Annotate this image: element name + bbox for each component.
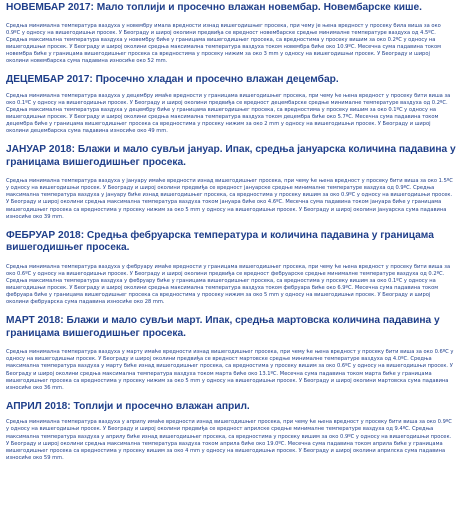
section-november-2017 [4,2,464,65]
section-april-2018 [4,401,464,462]
section-title: ЈАНУАР 2018: Блажи и мало сувљи јануар. Ипак, средња јануарска количина падавина у границама вишегодишњег просека. [6,144,456,168]
section-body: Средња минимална температура ваздуха у марту имаће вредности изнад вишегодишњег просека, при чему ће њена вредност у просеку бити виша за око 0.6ºC у односу на вишегодишњи просек. У Београду и широј околини предвиђа се вредност мартовске средње минималне температуре ваздуха од 4.0ºC. Средња максимална температура ваздуха у марту биће изнад вишегодишњег просека, са вредностима у просеку вишим за око 0.6ºC у односу на вишегодишњи просек. У Београду и широј околини средња максимална температура ваздуха током марта биће око 13.1ºC. Месечна сума падавина током марта биће у границама вишегодишњег просека са вредностима у просеку нижим за око 5 mm у односу на вишегодишњи просек. У Београду и широј околини мартовска сума падавина износиће око 36 mm. [6,349,454,391]
section-body: Средња минимална температура ваздуха у фебруару имаће вредности у границама вишегодишњег просека, при чему ће њена вредност у просеку бити виша за око 0.6ºC у односу на вишегодишњи просек. У Београду и широј околини предвиђа се вредност фебруарске средње минималне температуре ваздуха од 0.2ºC. Средња максимална температура ваздуха у фебруару биће у границама вишегодишњег просека, са вредностима у просеку вишим за око 0.1ºC у односу на вишегодишњи просек. У Београду и широј околини средња максимална температура ваздуха током фебруара биће око 6.9ºC. Месечна сума падавина током фебруара биће у границама вишегодишњег просека са вредностима у просеку нижим за око 5 mm у односу на вишегодишњи просек. У Београду и широј околини фебруарска сума падавина износиће око 28 mm. [6,263,451,306]
section-body: Средња минимална температура ваздуха у јануару имаће вредности изнад вишегодишњег просека, при чему ће њена вредност у просеку бити виша за око 1.5ºC у односу на вишегодишњи просек. У Београду и широј околини предвиђа се вредност јануарске средње минималне температуре ваздуха од 0.9ºC. Средња максимална температура ваздуха у јануару биће изнад вишегодишњег просека, са вредностима у просеку вишим за око 0.9ºC у односу на вишегодишњи просек. У Београду и широј околини средња максимална температура ваздуха током јануара биће око 4.6ºC. Месечна сума падавина током јануара биће у границама вишегодишњег просека са вредностима у просеку нижим за око 5 mm у односу на вишегодишњи просек. У Београду и широј околини јануарска сума падавина износиће око 39 mm. [6,178,453,220]
section-title: АПРИЛ 2018: Топлији и просечно влажан април. [6,400,250,412]
section-body: Средња минимална температура ваздуха у новембру имала вредности изнад вишегодишњег просека, при чему је њена вредност у просеку била виша за око 0.9ºC у односу на вишегодишњи просек. У Београду и широј околини предвиђа се вредност новембарске средње минималне температуре ваздуха од 4.5ºC. Средња максимална температура ваздуха у новембру биће у границама вишегодишњег просека, са вредностима у просеку вишим за око 0.2ºC у односу на вишегодишњи просек. У Београду и широј околини средња максимална температура ваздуха током новембра биће око 10.9ºC. Месечна сума падавина током новембра биће у границама вишегодишњег просека са вредностима у просеку нижим за око 3 mm у односу на вишегодишњи просек. У Београду и широј околини новембарска сума падавина износиће око 52 mm. [6,22,441,64]
section-body: Средња минимална температура ваздуха у децембру имаће вредности у границама вишегодишњег просека, при чему ће њена вредност у просеку бити виша за око 0.1ºC у односу на вишегодишњи просек. У Београду и широј околини предвиђа се вредност децембарске средње минималне температуре ваздуха од 0.2ºC. Средња максимална температура ваздуха у децембру биће у границама вишегодишњег просека, са вредностима у просеку вишим за око 0.1ºC у односу на вишегодишњи просек. У Београду и широј околини средња максимална температура ваздуха током децембра биће око 5.7ºC. Месечна сума падавина током децембра биће у границама вишегодишњег просека са вредностима у просеку нижим за око 2 mm у односу на вишегодишњи просек. У Београду и широј околини децембарска сума падавина износиће око 49 mm. [6,92,451,135]
section-title: НОВЕМБАР 2017: Мало топлији и просечно влажан новембар. Новембарске кише. [6,2,423,13]
section-title: ДЕЦЕМБАР 2017: Просечно хладан и просечно влажан децембар. [6,74,339,86]
section-title: МАРТ 2018: Блажи и мало сувљи март. Ипак, средња мартовска количина падавина у границама вишегодишњег просека. [6,315,440,339]
section-body: Средња минимална температура ваздуха у априлу имаће вредности изнад вишегодишњег просека, при чему ће њена вредност у просеку бити виша за око 0.9ºC у односу на вишегодишњи просек. У Београду и широј околини предвиђа се вредност априлске средње минималне температуре ваздуха од 9.4ºC. Средња максимална температура ваздуха у априлу биће изнад вишегодишњег просека, са вредностима у просеку вишим за око 0.9ºC у односу на вишегодишњи просек. У Београду и широј околини средња максимална температура ваздуха током априла биће око 19.0ºC. Месечна сума падавина током априла биће у границама вишегодишњег просека са вредностима у просеку вишим за око 4 mm у односу на вишегодишњи просек. У Београду и широј околини априлска сума падавина износиће око 59 mm. [6,419,452,461]
section-december-2017 [4,74,464,135]
section-title: ФЕБРУАР 2018: Средња фебруарска температура и количина падавина у границама вишегодишњег просека. [6,229,434,254]
section-february-2018 [4,230,464,307]
section-january-2018 [4,144,464,221]
section-march-2018 [4,315,464,392]
